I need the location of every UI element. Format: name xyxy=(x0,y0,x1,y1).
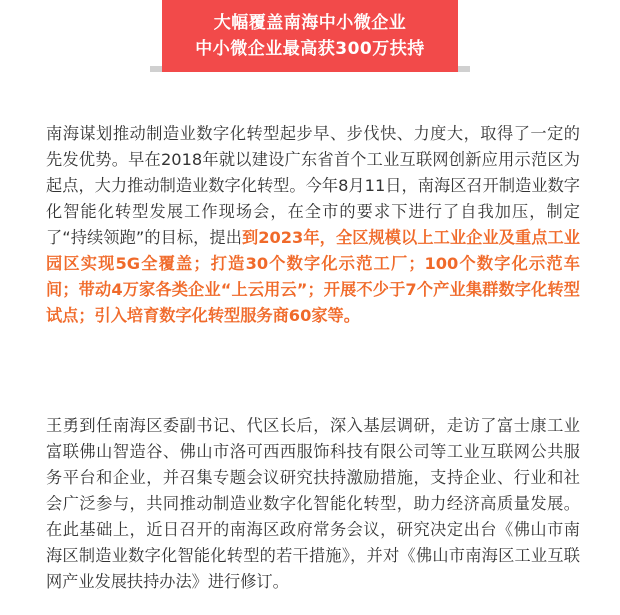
paragraph-2-text: 王勇到任南海区委副书记、代区长后，深入基层调研，走访了富士康工业富联佛山智造谷、佛山市洛可西西服饰科技有限公司等工业互联网公共服务平台和企业，并召集专题会议研究扶持激励措施，支持企业、行业和社会广泛参与，共同推动制造业数字化智能化转型，助力经济高质量发展。在此基础上，近日召开的南海区政府常务会议，研究决定出台《佛山市南海区制造业数字化智能化转型的若干措施》，并对《佛山市南海区工业互联网产业发展扶持办法》进行修订。 xyxy=(46,416,580,591)
banner-line-2: 中小微企业最高获300万扶持 xyxy=(195,39,425,59)
article-paragraph-1 xyxy=(46,121,580,329)
paragraph-1-text: 南海谋划推动制造业数字化转型起步早、步伐快、力度大，取得了一定的先发优势。早在2018年就以建设广东省首个工业互联网创新应用示范区为起点，大力推动制造业数字化转型。今年8月11日，南海区召开制造业数字化智能化转型发展工作现场会，在全市的要求下进行了自我加压，制定了“持续领跑”的目标，提出 xyxy=(46,124,580,247)
banner-line-1: 大幅覆盖南海中小微企业 xyxy=(213,13,407,33)
article-paragraph-2 xyxy=(46,413,580,595)
headline-banner xyxy=(150,0,470,72)
banner-box xyxy=(162,0,458,72)
paragraph-1-highlight: 到2023年，全区规模以上工业企业及重点工业园区实现5G全覆盖；打造30个数字化示范工厂；100个数字化示范车间；带动4万家各类企业“上云用云”；开展不少于7个产业集群数字化转型试点；引入培育数字化转型服务商60家等。 xyxy=(46,228,580,325)
